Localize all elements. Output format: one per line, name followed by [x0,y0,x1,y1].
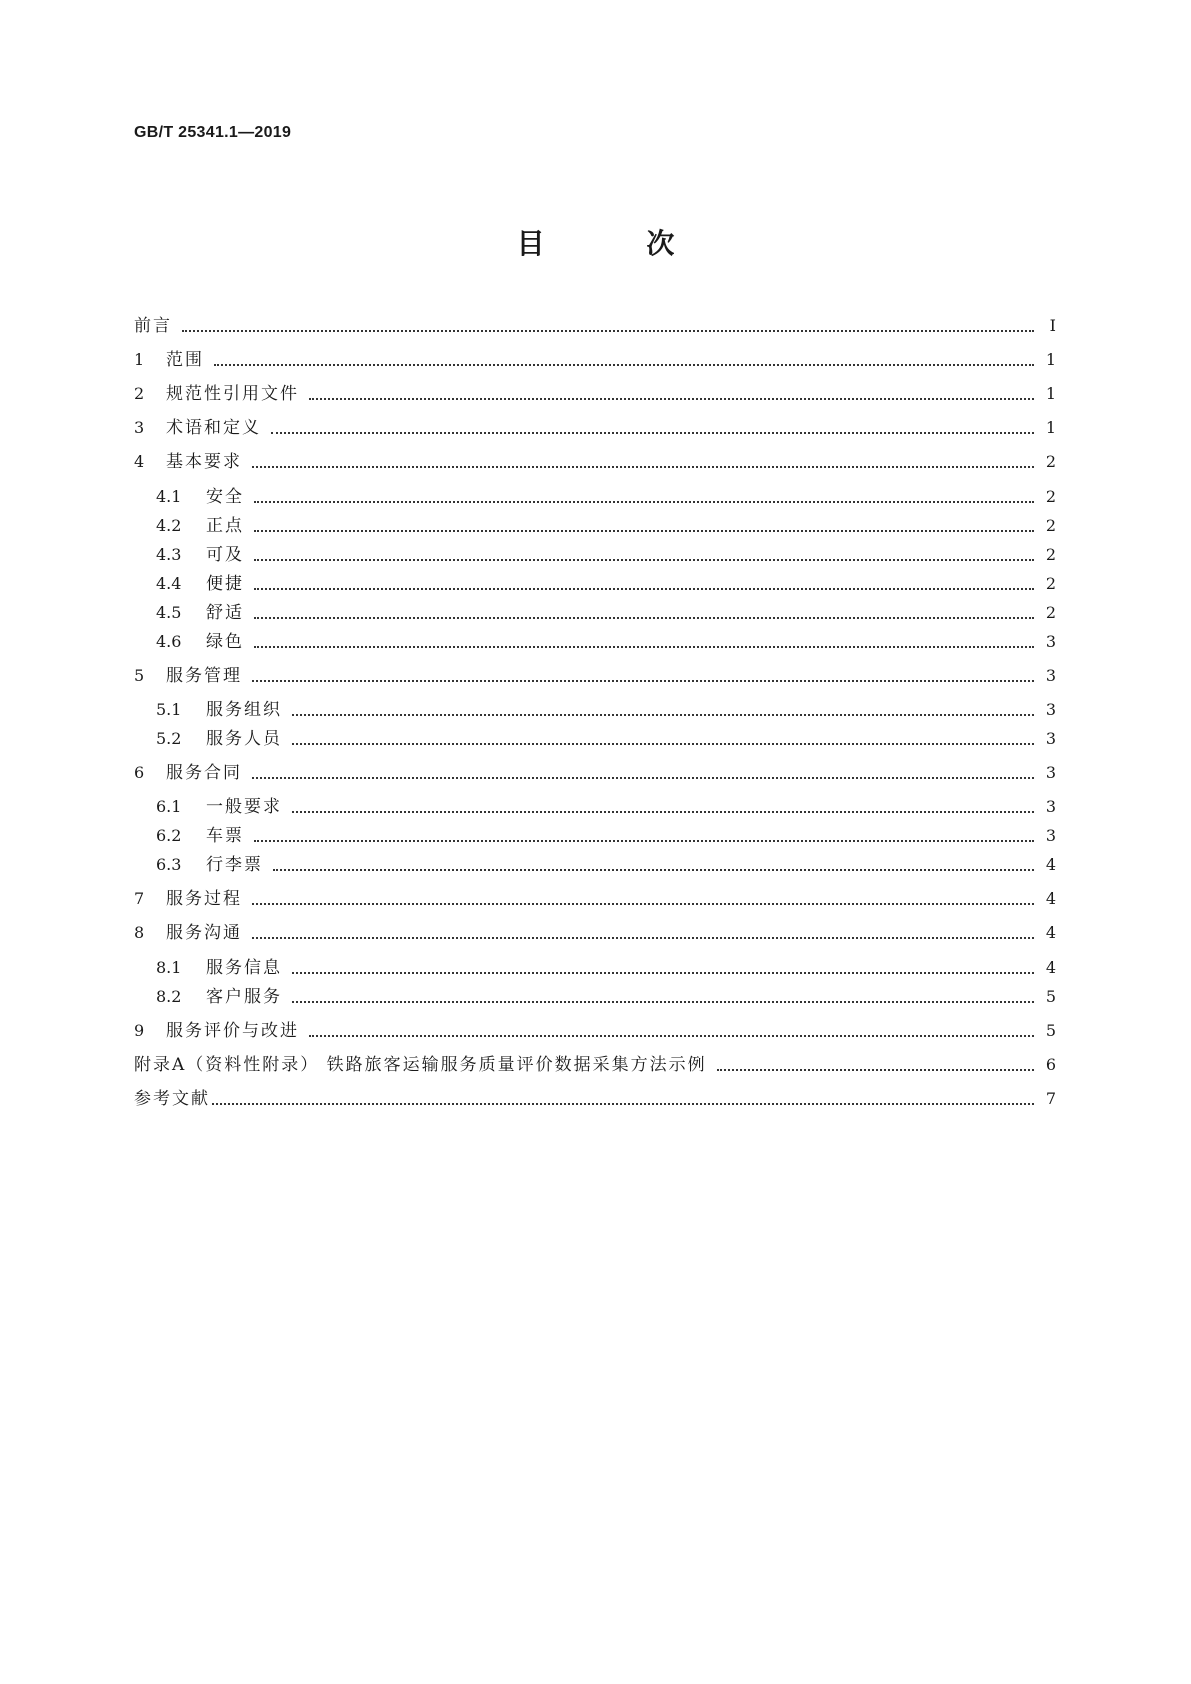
toc-entry-9[interactable] [134,1016,1056,1042]
toc-entry-page: 2 [1045,516,1056,535]
toc-entry-4[interactable] [134,447,1056,473]
toc-entry-page: 3 [1045,763,1056,782]
toc-entry-page: 5 [1045,1021,1056,1040]
toc-dot-leader [252,776,1034,779]
toc-entry-1[interactable] [134,345,1056,371]
toc-entry-7[interactable] [134,884,1056,910]
toc-entry-6-2[interactable] [156,821,1056,847]
toc-entry-label: 附录A（资料性附录） 铁路旅客运输服务质量评价数据采集方法示例 [134,1055,707,1075]
toc-dot-leader [292,742,1034,745]
toc-dot-leader [292,810,1034,813]
toc-dot-leader [254,839,1034,842]
toc-entry-label: 便捷 [206,574,244,594]
toc-dot-leader [252,465,1034,468]
toc-entry-number: 6 [134,763,145,782]
toc-dot-leader [212,1102,1034,1105]
toc-entry-label: 安全 [206,487,244,507]
toc-entry-label: 可及 [206,545,244,565]
toc-entry-number: 4.6 [156,632,182,651]
toc-entry-label: 服务沟通 [166,923,242,943]
toc-entry-3[interactable] [134,413,1056,439]
toc-entry-number: 4.2 [156,516,182,535]
toc-entry-page: 3 [1045,729,1056,748]
toc-entry-number: 4.5 [156,603,182,622]
toc-entry-8[interactable] [134,918,1056,944]
toc-entry-number: 5.1 [156,700,182,719]
toc-entry-4-2[interactable] [156,511,1056,537]
toc-entry-label: 基本要求 [166,452,242,472]
toc-entry-4-6[interactable] [156,627,1056,653]
toc-entry-page: 3 [1045,666,1056,685]
toc-dot-leader [254,529,1034,532]
toc-dot-leader [252,936,1034,939]
toc-entry-number: 4.4 [156,574,182,593]
toc-entry-8-2[interactable] [156,982,1056,1008]
toc-entry-page: 4 [1045,889,1056,908]
toc-dot-leader [182,329,1034,332]
toc-entry-label: 车票 [206,826,244,846]
toc-dot-leader [254,500,1034,503]
toc-entry-page: 2 [1045,603,1056,622]
toc-entry-number: 8.2 [156,987,182,1006]
toc-entry-4-5[interactable] [156,598,1056,624]
toc-entry-page: 1 [1045,350,1056,369]
toc-dot-leader [254,558,1034,561]
toc-dot-leader [292,713,1034,716]
toc-entry-number: 6.1 [156,797,182,816]
toc-entry-label: 服务信息 [206,958,282,978]
toc-dot-leader [309,1034,1034,1037]
toc-entry-annex-a[interactable] [134,1050,1056,1076]
toc-entry-number: 7 [134,889,145,908]
toc-entry-4-3[interactable] [156,540,1056,566]
toc-entry-foreword[interactable] [134,311,1056,337]
toc-entry-label: 服务管理 [166,666,242,686]
toc-dot-leader [252,902,1034,905]
toc-entry-6-3[interactable] [156,850,1056,876]
toc-entry-page: 2 [1045,545,1056,564]
toc-entry-8-1[interactable] [156,953,1056,979]
toc-entry-page: 3 [1045,632,1056,651]
toc-entry-2[interactable] [134,379,1056,405]
toc-dot-leader [271,431,1034,434]
toc-dot-leader [717,1068,1034,1071]
toc-entry-number: 9 [134,1021,145,1040]
toc-entry-label: 行李票 [206,855,263,875]
toc-entry-label: 正点 [206,516,244,536]
toc-entry-page: 4 [1045,923,1056,942]
toc-entry-number: 4 [134,452,145,471]
toc-entry-5-2[interactable] [156,724,1056,750]
toc-entry-label: 一般要求 [206,797,282,817]
toc-entry-label: 舒适 [206,603,244,623]
toc-entry-number: 3 [134,418,145,437]
toc-entry-page: Ⅰ [1049,316,1056,335]
toc-entry-5[interactable] [134,661,1056,687]
toc-entry-label: 前言 [134,316,172,336]
toc-entry-page: 3 [1045,797,1056,816]
toc-entry-page: 3 [1045,700,1056,719]
toc-entry-page: 2 [1045,452,1056,471]
toc-entry-page: 2 [1045,574,1056,593]
toc-entry-number: 6.2 [156,826,182,845]
toc-dot-leader [252,679,1034,682]
toc-entry-6[interactable] [134,758,1056,784]
toc-entry-page: 5 [1045,987,1056,1006]
toc-entry-page: 6 [1045,1055,1056,1074]
toc-entry-number: 5 [134,666,145,685]
toc-entry-number: 2 [134,384,145,403]
toc-entry-label: 服务人员 [206,729,282,749]
toc-entry-number: 5.2 [156,729,182,748]
toc-entry-6-1[interactable] [156,792,1056,818]
toc-entry-page: 4 [1045,958,1056,977]
toc-dot-leader [309,397,1034,400]
toc-entry-5-1[interactable] [156,695,1056,721]
toc-dot-leader [214,363,1034,366]
toc-entry-label: 范围 [166,350,204,370]
toc-entry-4-4[interactable] [156,569,1056,595]
toc-entry-bibliography[interactable] [134,1084,1056,1110]
toc-entry-number: 8 [134,923,145,942]
toc-entry-page: 2 [1045,487,1056,506]
toc-entry-page: 7 [1045,1089,1056,1108]
toc-entry-page: 3 [1045,826,1056,845]
toc-entry-number: 1 [134,350,145,369]
toc-entry-label: 服务过程 [166,889,242,909]
toc-entry-label: 服务合同 [166,763,242,783]
toc-entry-label: 参考文献 [134,1089,210,1109]
toc-entry-label: 规范性引用文件 [166,384,299,404]
toc-dot-leader [254,616,1034,619]
toc-dot-leader [292,1000,1034,1003]
toc-dot-leader [292,971,1034,974]
toc-entry-label: 术语和定义 [166,418,261,438]
toc-entry-number: 8.1 [156,958,182,977]
toc-entry-number: 4.1 [156,487,182,506]
toc-entry-label: 绿色 [206,632,244,652]
toc-entry-4-1[interactable] [156,482,1056,508]
toc-entry-label: 服务组织 [206,700,282,720]
toc-entry-page: 4 [1045,855,1056,874]
toc-dot-leader [273,868,1034,871]
standard-number: GB/T 25341.1—2019 [134,124,292,141]
toc-entry-page: 1 [1045,418,1056,437]
toc-entry-number: 4.3 [156,545,182,564]
toc-entry-number: 6.3 [156,855,182,874]
toc-dot-leader [254,587,1034,590]
toc-entry-page: 1 [1045,384,1056,403]
toc-entry-label: 服务评价与改进 [166,1021,299,1041]
toc-dot-leader [254,645,1034,648]
toc-entry-label: 客户服务 [206,987,282,1007]
page-title: 目 次 [516,227,721,260]
